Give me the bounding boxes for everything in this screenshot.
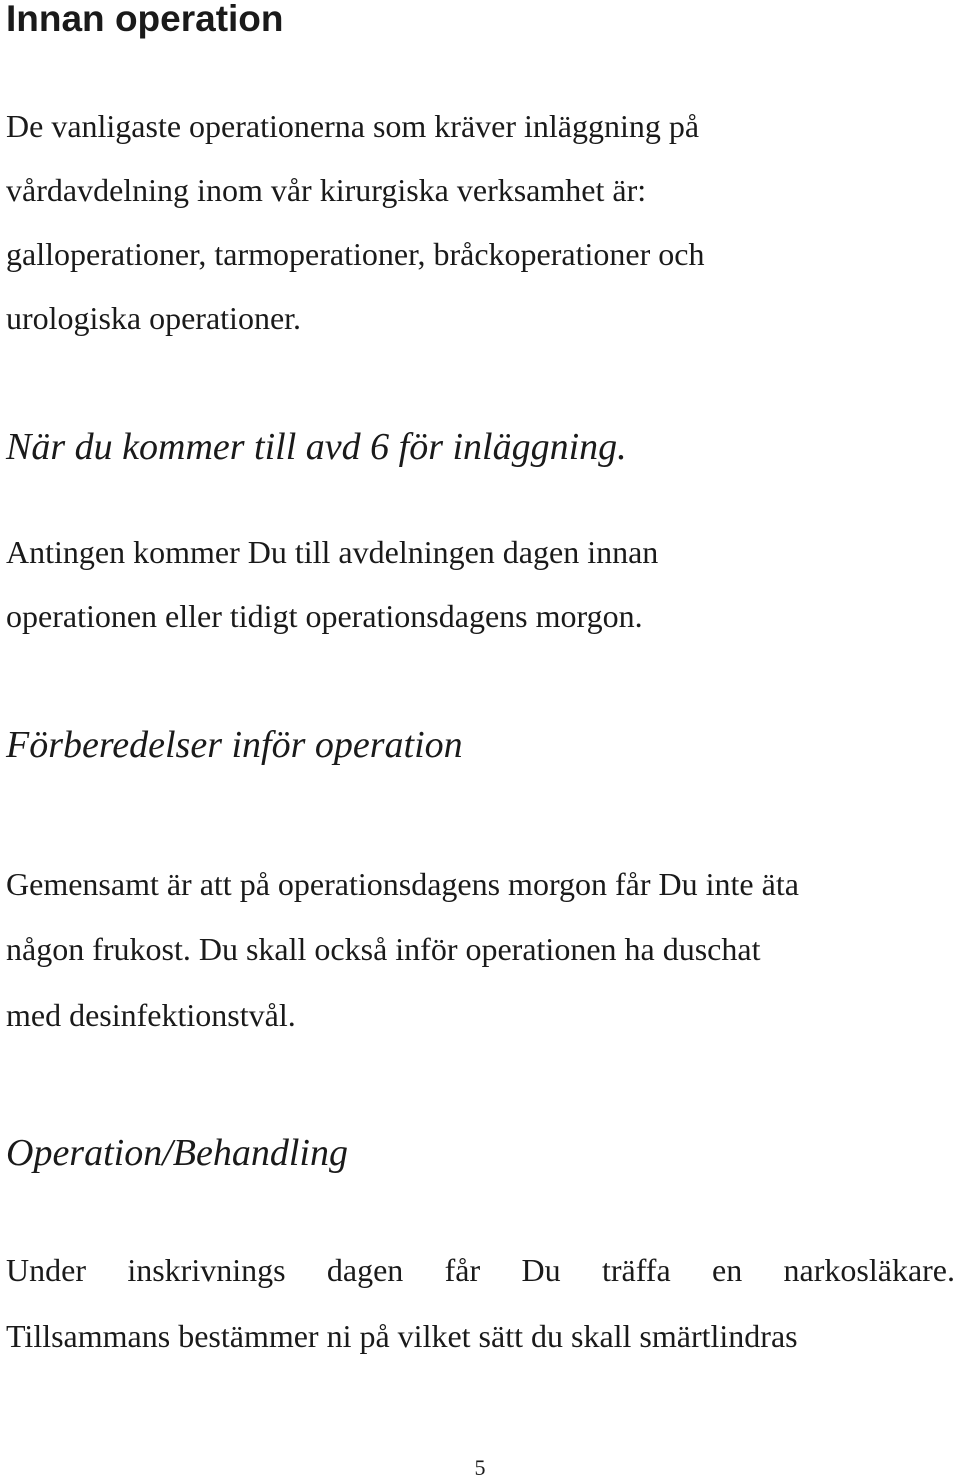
treatment-line-2: Tillsammans bestämmer ni på vilket sätt du skall smärtlindras [6,1318,798,1354]
arrival-heading: När du kommer till avd 6 för inläggning. [6,426,627,468]
intro-line-4: urologiska operationer. [6,300,302,336]
arrival-line-1: Antingen kommer Du till avdelningen dagen innan [6,534,659,570]
intro-line-1: De vanligaste operationerna som kräver inläggning på [6,108,700,144]
page-number: 5 [474,1455,486,1480]
preparations-line-2: någon frukost. Du skall också inför operationen ha duschat [6,931,761,967]
arrival-line-2: operationen eller tidigt operationsdagens morgon. [6,598,643,634]
treatment-line-1: Under inskrivnings dagen får Du träffa en narkosläkare. [6,1252,955,1288]
preparations-line-3: med desinfektionstvål. [6,997,296,1033]
preparations-heading: Förberedelser inför operation [6,724,463,766]
preparations-line-1: Gemensamt är att på operationsdagens morgon får Du inte äta [6,866,799,902]
treatment-heading: Operation/Behandling [6,1132,348,1174]
page-heading: Innan operation [6,0,284,39]
intro-line-3: galloperationer, tarmoperationer, bråckoperationer och [6,236,705,272]
intro-line-2: vårdavdelning inom vår kirurgiska verksamhet är: [6,172,647,208]
